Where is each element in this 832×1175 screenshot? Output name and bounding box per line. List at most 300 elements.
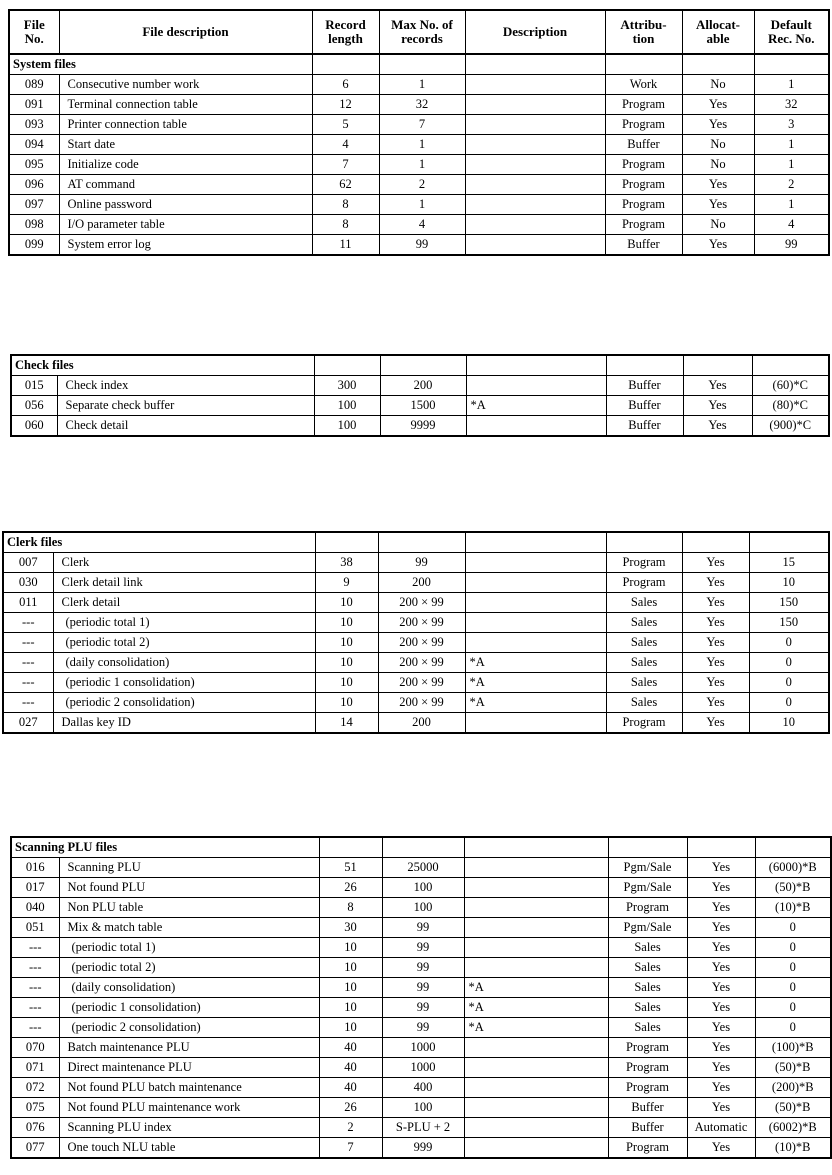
cell-allocatable: Automatic xyxy=(687,1118,755,1138)
cell-file-description: (periodic 1 consolidation) xyxy=(53,673,315,693)
cell-record-length: 8 xyxy=(312,215,379,235)
cell-file-description: Mix & match table xyxy=(59,918,319,938)
clerk-files-table xyxy=(2,531,830,734)
empty-cell xyxy=(380,355,466,376)
cell-max-records: 99 xyxy=(382,958,464,978)
cell-record-length: 10 xyxy=(319,1018,382,1038)
table-row xyxy=(9,75,829,95)
cell-record-length: 10 xyxy=(319,958,382,978)
empty-cell xyxy=(683,355,752,376)
cell-default-rec: (50)*B xyxy=(755,878,831,898)
cell-record-length: 8 xyxy=(312,195,379,215)
cell-file-no: 027 xyxy=(3,713,53,734)
cell-default-rec: 1 xyxy=(754,75,829,95)
empty-cell xyxy=(319,837,382,858)
cell-allocatable: No xyxy=(682,155,754,175)
cell-file-description: Initialize code xyxy=(59,155,312,175)
section-title: Scanning PLU files xyxy=(11,837,319,858)
cell-attribution: Program xyxy=(605,95,682,115)
cell-allocatable: Yes xyxy=(682,613,749,633)
cell-note xyxy=(465,195,605,215)
table-row xyxy=(11,878,831,898)
cell-record-length: 51 xyxy=(319,858,382,878)
cell-attribution: Sales xyxy=(608,998,687,1018)
cell-file-description: Clerk detail xyxy=(53,593,315,613)
cell-file-description: Batch maintenance PLU xyxy=(59,1038,319,1058)
cell-file-description: (periodic total 1) xyxy=(59,938,319,958)
section-title: Clerk files xyxy=(3,532,315,553)
table-row xyxy=(3,593,829,613)
cell-attribution: Pgm/Sale xyxy=(608,878,687,898)
table-row xyxy=(9,235,829,256)
cell-file-no: 094 xyxy=(9,135,59,155)
scanning-plu-table xyxy=(10,836,832,1159)
cell-max-records: 99 xyxy=(382,1018,464,1038)
clerk-files-table-wrap xyxy=(2,531,828,734)
cell-record-length: 10 xyxy=(319,998,382,1018)
section-title: Check files xyxy=(11,355,314,376)
cell-record-length: 4 xyxy=(312,135,379,155)
system-files-table-wrap xyxy=(8,9,828,256)
cell-default-rec: (100)*B xyxy=(755,1038,831,1058)
cell-allocatable: Yes xyxy=(687,1038,755,1058)
empty-cell xyxy=(754,54,829,75)
cell-note xyxy=(464,1058,608,1078)
empty-cell xyxy=(606,532,682,553)
cell-file-description: Terminal connection table xyxy=(59,95,312,115)
cell-file-description: (periodic total 2) xyxy=(59,958,319,978)
cell-file-description: Clerk detail link xyxy=(53,573,315,593)
table-row xyxy=(3,633,829,653)
cell-attribution: Program xyxy=(605,115,682,135)
cell-default-rec: 0 xyxy=(755,958,831,978)
cell-default-rec: 150 xyxy=(749,613,829,633)
cell-allocatable: No xyxy=(682,75,754,95)
cell-record-length: 10 xyxy=(315,693,378,713)
empty-cell xyxy=(606,355,683,376)
header-row xyxy=(9,10,829,54)
table-row xyxy=(3,673,829,693)
cell-file-description: Not found PLU maintenance work xyxy=(59,1098,319,1118)
empty-cell xyxy=(608,837,687,858)
cell-file-description: Start date xyxy=(59,135,312,155)
cell-attribution: Sales xyxy=(608,938,687,958)
cell-file-description: System error log xyxy=(59,235,312,256)
cell-max-records: 200 × 99 xyxy=(378,633,465,653)
cell-default-rec: 0 xyxy=(749,653,829,673)
cell-note xyxy=(464,898,608,918)
empty-cell xyxy=(605,54,682,75)
table-row xyxy=(11,376,829,396)
cell-note xyxy=(464,938,608,958)
cell-attribution: Program xyxy=(606,573,682,593)
cell-note xyxy=(464,918,608,938)
cell-max-records: 4 xyxy=(379,215,465,235)
cell-note xyxy=(465,573,606,593)
cell-attribution: Sales xyxy=(606,693,682,713)
cell-record-length: 10 xyxy=(319,938,382,958)
cell-note: *A xyxy=(465,693,606,713)
cell-file-description: (periodic total 1) xyxy=(53,613,315,633)
cell-file-no: 097 xyxy=(9,195,59,215)
cell-default-rec: 0 xyxy=(749,633,829,653)
cell-default-rec: 0 xyxy=(755,918,831,938)
cell-attribution: Sales xyxy=(608,1018,687,1038)
cell-attribution: Program xyxy=(605,175,682,195)
cell-attribution: Sales xyxy=(606,653,682,673)
cell-attribution: Sales xyxy=(608,958,687,978)
table-row xyxy=(9,195,829,215)
cell-default-rec: 0 xyxy=(755,938,831,958)
cell-record-length: 10 xyxy=(319,978,382,998)
cell-max-records: 1000 xyxy=(382,1038,464,1058)
cell-max-records: 2 xyxy=(379,175,465,195)
cell-default-rec: 1 xyxy=(754,155,829,175)
cell-default-rec: 10 xyxy=(749,573,829,593)
col-description: Description xyxy=(465,10,605,54)
table-row xyxy=(11,998,831,1018)
cell-note xyxy=(464,1038,608,1058)
cell-file-no: --- xyxy=(11,998,59,1018)
cell-default-rec: (60)*C xyxy=(752,376,829,396)
cell-record-length: 10 xyxy=(315,653,378,673)
cell-file-no: 015 xyxy=(11,376,57,396)
cell-allocatable: Yes xyxy=(682,693,749,713)
cell-default-rec: (6002)*B xyxy=(755,1118,831,1138)
cell-default-rec: (10)*B xyxy=(755,898,831,918)
cell-max-records: 200 xyxy=(378,713,465,734)
cell-note xyxy=(465,115,605,135)
cell-file-no: --- xyxy=(11,1018,59,1038)
cell-note: *A xyxy=(464,978,608,998)
cell-attribution: Program xyxy=(606,713,682,734)
cell-file-no: 017 xyxy=(11,878,59,898)
cell-record-length: 2 xyxy=(319,1118,382,1138)
cell-default-rec: 2 xyxy=(754,175,829,195)
col-file-description: File description xyxy=(59,10,312,54)
col-default-rec: Default Rec. No. xyxy=(754,10,829,54)
check-files-table-wrap xyxy=(10,354,828,437)
cell-record-length: 100 xyxy=(314,416,380,437)
cell-file-no: --- xyxy=(3,653,53,673)
cell-allocatable: Yes xyxy=(682,115,754,135)
cell-max-records: 100 xyxy=(382,1098,464,1118)
cell-max-records: 99 xyxy=(379,235,465,256)
table-row xyxy=(11,1118,831,1138)
cell-default-rec: 10 xyxy=(749,713,829,734)
cell-record-length: 26 xyxy=(319,1098,382,1118)
cell-file-no: 096 xyxy=(9,175,59,195)
cell-note xyxy=(464,1078,608,1098)
table-row xyxy=(3,573,829,593)
cell-file-no: 099 xyxy=(9,235,59,256)
cell-file-description: I/O parameter table xyxy=(59,215,312,235)
col-record-length: Record length xyxy=(312,10,379,54)
cell-attribution: Buffer xyxy=(606,376,683,396)
cell-allocatable: Yes xyxy=(687,1098,755,1118)
cell-note xyxy=(464,858,608,878)
cell-note xyxy=(465,175,605,195)
cell-attribution: Program xyxy=(608,1038,687,1058)
cell-note xyxy=(464,1118,608,1138)
cell-file-description: Scanning PLU index xyxy=(59,1118,319,1138)
cell-file-description: Separate check buffer xyxy=(57,396,314,416)
system-files-table xyxy=(8,9,830,256)
table-row xyxy=(11,898,831,918)
cell-file-description: Check detail xyxy=(57,416,314,437)
cell-file-description: One touch NLU table xyxy=(59,1138,319,1159)
cell-max-records: 1 xyxy=(379,75,465,95)
cell-note xyxy=(465,75,605,95)
cell-attribution: Buffer xyxy=(608,1098,687,1118)
cell-default-rec: 1 xyxy=(754,135,829,155)
cell-note xyxy=(465,235,605,256)
cell-record-length: 5 xyxy=(312,115,379,135)
cell-max-records: 200 × 99 xyxy=(378,613,465,633)
cell-file-no: --- xyxy=(3,693,53,713)
section-title: System files xyxy=(9,54,312,75)
cell-record-length: 10 xyxy=(315,673,378,693)
cell-allocatable: Yes xyxy=(682,175,754,195)
cell-file-description: (periodic 2 consolidation) xyxy=(59,1018,319,1038)
cell-default-rec: 99 xyxy=(754,235,829,256)
cell-allocatable: Yes xyxy=(687,918,755,938)
table-row xyxy=(3,553,829,573)
empty-cell xyxy=(382,837,464,858)
empty-cell xyxy=(752,355,829,376)
cell-record-length: 40 xyxy=(319,1078,382,1098)
cell-default-rec: (10)*B xyxy=(755,1138,831,1159)
cell-note xyxy=(464,1098,608,1118)
table-row xyxy=(11,1078,831,1098)
cell-max-records: 1 xyxy=(379,135,465,155)
cell-default-rec: 32 xyxy=(754,95,829,115)
table-row xyxy=(11,938,831,958)
table-row xyxy=(11,978,831,998)
cell-default-rec: 0 xyxy=(755,998,831,1018)
cell-max-records: 400 xyxy=(382,1078,464,1098)
cell-record-length: 11 xyxy=(312,235,379,256)
table-row xyxy=(11,1018,831,1038)
cell-record-length: 14 xyxy=(315,713,378,734)
table-row xyxy=(11,1058,831,1078)
cell-file-no: 091 xyxy=(9,95,59,115)
cell-allocatable: Yes xyxy=(687,938,755,958)
cell-attribution: Buffer xyxy=(608,1118,687,1138)
cell-max-records: 25000 xyxy=(382,858,464,878)
cell-attribution: Program xyxy=(605,155,682,175)
cell-file-no: 007 xyxy=(3,553,53,573)
cell-file-description: (periodic 2 consolidation) xyxy=(53,693,315,713)
cell-max-records: 99 xyxy=(382,998,464,1018)
cell-allocatable: Yes xyxy=(682,95,754,115)
cell-max-records: 9999 xyxy=(380,416,466,437)
cell-default-rec: (900)*C xyxy=(752,416,829,437)
cell-allocatable: Yes xyxy=(687,978,755,998)
scanning-plu-table-wrap xyxy=(10,836,830,1159)
cell-note xyxy=(466,376,606,396)
cell-attribution: Buffer xyxy=(606,416,683,437)
cell-file-no: --- xyxy=(11,978,59,998)
cell-record-length: 38 xyxy=(315,553,378,573)
cell-max-records: 1 xyxy=(379,195,465,215)
cell-record-length: 7 xyxy=(312,155,379,175)
cell-attribution: Program xyxy=(608,1138,687,1159)
cell-note xyxy=(465,135,605,155)
cell-allocatable: Yes xyxy=(682,573,749,593)
cell-record-length: 10 xyxy=(315,613,378,633)
cell-file-no: 072 xyxy=(11,1078,59,1098)
cell-allocatable: Yes xyxy=(687,1138,755,1159)
cell-max-records: 200 × 99 xyxy=(378,593,465,613)
cell-attribution: Buffer xyxy=(606,396,683,416)
cell-attribution: Pgm/Sale xyxy=(608,918,687,938)
cell-note xyxy=(464,1138,608,1159)
cell-max-records: 1500 xyxy=(380,396,466,416)
cell-record-length: 9 xyxy=(315,573,378,593)
cell-max-records: 1000 xyxy=(382,1058,464,1078)
table-row xyxy=(3,693,829,713)
scanning-section-header xyxy=(11,837,831,858)
check-files-body xyxy=(11,355,829,436)
cell-attribution: Program xyxy=(606,553,682,573)
cell-note: *A xyxy=(466,396,606,416)
cell-allocatable: Yes xyxy=(682,633,749,653)
cell-max-records: 99 xyxy=(382,918,464,938)
table-row xyxy=(9,155,829,175)
empty-cell xyxy=(749,532,829,553)
cell-file-no: --- xyxy=(3,613,53,633)
empty-cell xyxy=(315,532,378,553)
cell-default-rec: (200)*B xyxy=(755,1078,831,1098)
cell-record-length: 7 xyxy=(319,1138,382,1159)
cell-attribution: Program xyxy=(608,898,687,918)
empty-cell xyxy=(465,54,605,75)
cell-file-description: Check index xyxy=(57,376,314,396)
cell-file-description: (periodic total 2) xyxy=(53,633,315,653)
cell-file-description: (daily consolidation) xyxy=(53,653,315,673)
cell-note xyxy=(465,155,605,175)
cell-note xyxy=(465,713,606,734)
table-row xyxy=(11,396,829,416)
cell-file-no: --- xyxy=(11,958,59,978)
cell-attribution: Buffer xyxy=(605,235,682,256)
cell-record-length: 300 xyxy=(314,376,380,396)
check-files-table xyxy=(10,354,830,437)
col-max-records: Max No. of records xyxy=(379,10,465,54)
cell-note xyxy=(465,633,606,653)
cell-record-length: 100 xyxy=(314,396,380,416)
cell-attribution: Program xyxy=(608,1078,687,1098)
cell-allocatable: No xyxy=(682,215,754,235)
cell-file-description: Online password xyxy=(59,195,312,215)
cell-allocatable: Yes xyxy=(687,1078,755,1098)
cell-allocatable: Yes xyxy=(682,653,749,673)
cell-record-length: 12 xyxy=(312,95,379,115)
cell-default-rec: (50)*B xyxy=(755,1098,831,1118)
cell-note xyxy=(465,95,605,115)
cell-record-length: 40 xyxy=(319,1038,382,1058)
cell-file-no: --- xyxy=(3,673,53,693)
cell-record-length: 8 xyxy=(319,898,382,918)
cell-default-rec: 0 xyxy=(755,1018,831,1038)
cell-default-rec: 4 xyxy=(754,215,829,235)
cell-default-rec: 3 xyxy=(754,115,829,135)
cell-note: *A xyxy=(465,673,606,693)
cell-file-no: 060 xyxy=(11,416,57,437)
table-row xyxy=(11,1098,831,1118)
cell-allocatable: Yes xyxy=(682,195,754,215)
cell-max-records: S-PLU + 2 xyxy=(382,1118,464,1138)
cell-file-no: 016 xyxy=(11,858,59,878)
cell-attribution: Buffer xyxy=(605,135,682,155)
table-row xyxy=(11,1038,831,1058)
system-files-body xyxy=(9,54,829,255)
empty-cell xyxy=(314,355,380,376)
cell-allocatable: Yes xyxy=(683,396,752,416)
cell-attribution: Program xyxy=(608,1058,687,1078)
cell-note xyxy=(464,958,608,978)
cell-allocatable: Yes xyxy=(683,376,752,396)
table-row xyxy=(3,613,829,633)
cell-default-rec: 0 xyxy=(755,978,831,998)
cell-record-length: 40 xyxy=(319,1058,382,1078)
cell-record-length: 30 xyxy=(319,918,382,938)
table-row xyxy=(9,115,829,135)
empty-cell xyxy=(312,54,379,75)
cell-max-records: 200 × 99 xyxy=(378,693,465,713)
empty-cell xyxy=(466,355,606,376)
cell-file-no: 056 xyxy=(11,396,57,416)
cell-max-records: 1 xyxy=(379,155,465,175)
cell-record-length: 6 xyxy=(312,75,379,95)
table-row xyxy=(9,175,829,195)
cell-default-rec: 150 xyxy=(749,593,829,613)
cell-file-no: 075 xyxy=(11,1098,59,1118)
cell-max-records: 99 xyxy=(382,938,464,958)
cell-allocatable: Yes xyxy=(687,1058,755,1078)
table-row xyxy=(11,1138,831,1159)
cell-file-no: 095 xyxy=(9,155,59,175)
cell-note xyxy=(464,878,608,898)
cell-file-no: 051 xyxy=(11,918,59,938)
cell-attribution: Sales xyxy=(606,633,682,653)
cell-attribution: Program xyxy=(605,215,682,235)
cell-default-rec: 0 xyxy=(749,673,829,693)
cell-attribution: Sales xyxy=(606,613,682,633)
cell-note xyxy=(465,593,606,613)
cell-file-no: 093 xyxy=(9,115,59,135)
cell-file-description: Dallas key ID xyxy=(53,713,315,734)
empty-cell xyxy=(464,837,608,858)
cell-file-no: 070 xyxy=(11,1038,59,1058)
cell-max-records: 99 xyxy=(378,553,465,573)
cell-default-rec: (80)*C xyxy=(752,396,829,416)
cell-allocatable: Yes xyxy=(683,416,752,437)
empty-cell xyxy=(687,837,755,858)
cell-file-no: 077 xyxy=(11,1138,59,1159)
cell-max-records: 99 xyxy=(382,978,464,998)
cell-allocatable: Yes xyxy=(687,878,755,898)
cell-attribution: Pgm/Sale xyxy=(608,858,687,878)
cell-note xyxy=(466,416,606,437)
cell-allocatable: Yes xyxy=(687,898,755,918)
system-section-header xyxy=(9,54,829,75)
cell-file-no: 030 xyxy=(3,573,53,593)
cell-file-description: Non PLU table xyxy=(59,898,319,918)
clerk-section-header xyxy=(3,532,829,553)
cell-allocatable: Yes xyxy=(687,1018,755,1038)
